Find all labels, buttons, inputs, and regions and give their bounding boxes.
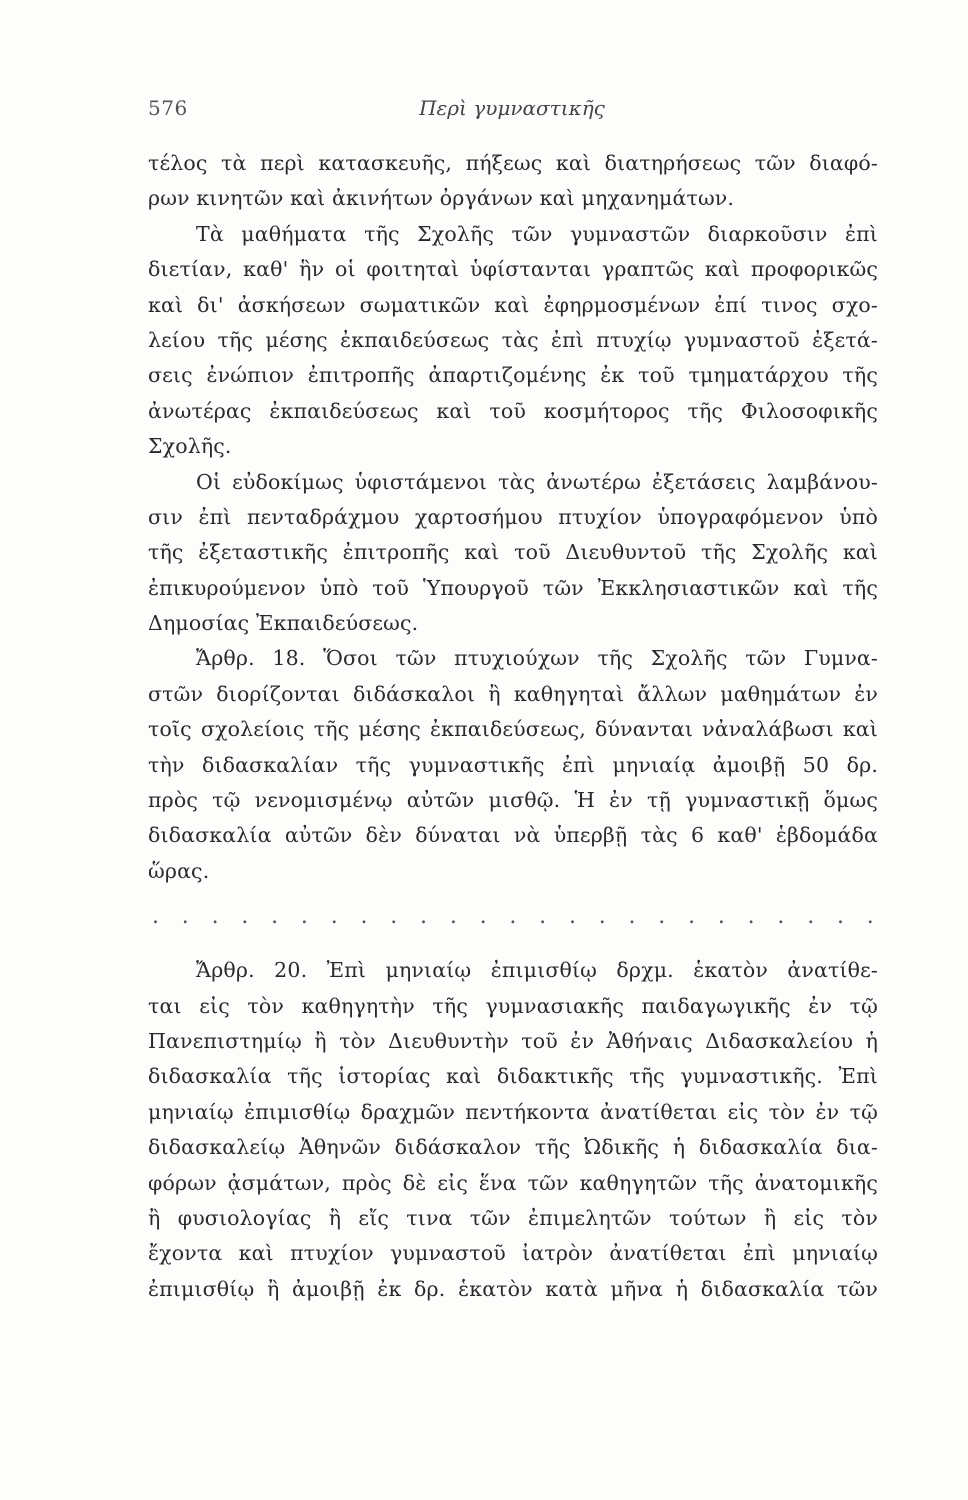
omission-dot: . <box>181 904 189 930</box>
omission-dot: . <box>836 904 844 930</box>
omission-dot: . <box>360 904 368 930</box>
omission-dot: . <box>330 904 338 930</box>
omission-dot: . <box>598 904 606 930</box>
page-header <box>148 96 876 126</box>
omission-dot: . <box>777 904 785 930</box>
text-line: καὶ δι' ἀσκήσεων σωματικῶν καὶ ἐφηρμοσμένων ἐπί τινος σχο- <box>148 292 878 317</box>
omission-dot: . <box>241 904 249 930</box>
text-line: ἐπικυρούμενον ὑπὸ τοῦ Ὑπουργοῦ τῶν Ἐκκλησιαστικῶν καὶ τῆς <box>148 575 878 600</box>
text-line: Δημοσίας Ἐκπαιδεύσεως. <box>148 611 419 636</box>
text-line: τοῖς σχολείοις τῆς μέσης ἐκπαιδεύσεως, δύνανται νἀναλάβωσι καὶ <box>148 717 878 742</box>
omission-dot: . <box>509 904 517 930</box>
page-number: 576 <box>148 96 188 120</box>
text-line: διετίαν, καθ' ἣν οἱ φοιτηταὶ ὑφίστανται γραπτῶς καὶ προφορικῶς <box>148 257 878 282</box>
omission-dot: . <box>628 904 636 930</box>
text-line: διδασκαλία αὐτῶν δὲν δύναται νὰ ὑπερβῇ τὰς 6 καθ' ἑβδομάδα <box>148 823 878 848</box>
omission-dot: . <box>271 904 279 930</box>
omission-dot: . <box>449 904 457 930</box>
text-line: ἔχοντα καὶ πτυχίον γυμναστοῦ ἰατρὸν ἀνατίθεται ἐπὶ μηνιαίῳ <box>148 1241 878 1266</box>
omission-dot: . <box>390 904 398 930</box>
omission-dot: . <box>688 904 696 930</box>
text-line: ἀνωτέρας ἐκπαιδεύσεως καὶ τοῦ κοσμήτορος τῆς Φιλοσοφικῆς <box>148 398 878 423</box>
text-line: τῆς ἐξεταστικῆς ἐπιτροπῆς καὶ τοῦ Διευθυντοῦ τῆς Σχολῆς καὶ <box>148 540 878 565</box>
text-line: Ἄρθρ. 20. Ἐπὶ μηνιαίῳ ἐπιμισθίῳ δρχμ. ἑκατὸν ἀνατίθε- <box>196 958 878 983</box>
text-line: διδασκαλείῳ Ἀθηνῶν διδάσκαλον τῆς Ὠδικῆς ἡ διδασκαλία δια- <box>148 1135 878 1160</box>
omission-dots <box>148 895 878 939</box>
text-line: τὴν διδασκαλίαν τῆς γυμναστικῆς ἐπὶ μηνιαίᾳ ἀμοιβῇ 50 δρ. <box>148 752 878 777</box>
text-line: ται εἰς τὸν καθηγητὴν τῆς γυμνασιακῆς παιδαγωγικῆς ἐν τῷ <box>148 993 878 1018</box>
omission-dot: . <box>211 904 219 930</box>
omission-dot: . <box>866 904 874 930</box>
text-line: λείου τῆς μέσης ἐκπαιδεύσεως τὰς ἐπὶ πτυχίῳ γυμναστοῦ ἐξετά- <box>148 327 878 352</box>
spacer <box>148 939 878 953</box>
omission-dot: . <box>152 904 159 930</box>
omission-dot: . <box>420 904 428 930</box>
text-line: ὥρας. <box>148 858 210 883</box>
omission-dot: . <box>479 904 487 930</box>
text-line: διδασκαλία τῆς ἱστορίας καὶ διδακτικῆς τῆς γυμναστικῆς. Ἐπὶ <box>148 1064 878 1089</box>
running-title: Περὶ γυμναστικῆς <box>419 96 605 120</box>
omission-dot: . <box>568 904 576 930</box>
text-line: μηνιαίῳ ἐπιμισθίῳ δραχμῶν πεντήκοντα ἀνατίθεται εἰς τὸν ἐν τῷ <box>148 1099 878 1124</box>
omission-dot: . <box>658 904 666 930</box>
omission-dot: . <box>539 904 547 930</box>
text-line: ρων κινητῶν καὶ ἀκινήτων ὀργάνων καὶ μηχανημάτων. <box>148 186 735 211</box>
text-line: πρὸς τῷ νενομισμένῳ αὐτῶν μισθῷ. Ἡ ἐν τῇ γυμναστικῇ ὅμως <box>148 788 878 813</box>
text-line: στῶν διορίζονται διδάσκαλοι ἢ καθηγηταὶ ἄλλων μαθημάτων ἐν <box>148 681 878 706</box>
omission-dot: . <box>300 904 308 930</box>
omission-dot: . <box>747 904 755 930</box>
text-line: Σχολῆς. <box>148 434 232 459</box>
text-line: σεις ἐνώπιον ἐπιτροπῆς ἀπαρτιζομένης ἐκ τοῦ τμηματάρχου τῆς <box>148 363 878 388</box>
text-line: ἢ φυσιολογίας ἢ εἴς τινα τῶν ἐπιμελητῶν τούτων ἢ εἰς τὸν <box>148 1205 878 1230</box>
text-line: Οἱ εὐδοκίμως ὑφιστάμενοι τὰς ἀνωτέρω ἐξετάσεις λαμβάνου- <box>196 469 878 494</box>
omission-dot: . <box>717 904 725 930</box>
text-line: φόρων ᾀσμάτων, πρὸς δὲ εἰς ἕνα τῶν καθηγητῶν τῆς ἀνατομικῆς <box>148 1170 878 1195</box>
text-line: Πανεπιστημίῳ ἢ τὸν Διευθυντὴν τοῦ ἐν Ἀθήναις Διδασκαλείου ἡ <box>148 1028 878 1053</box>
text-line: τέλος τὰ περὶ κατασκευῆς, πήξεως καὶ διατηρήσεως τῶν διαφό- <box>148 151 878 175</box>
text-line: ἐπιμισθίῳ ἢ ἀμοιβῇ ἐκ δρ. ἑκατὸν κατὰ μῆνα ἡ διδασκαλία τῶν <box>148 1276 878 1301</box>
text-line: Ἄρθρ. 18. Ὅσοι τῶν πτυχιούχων τῆς Σχολῆς τῶν Γυμνα- <box>196 646 878 671</box>
text-line: σιν ἐπὶ πενταδράχμου χαρτοσήμου πτυχίον ὑπογραφόμενον ὑπὸ <box>148 504 878 529</box>
text-line: Τὰ μαθήματα τῆς Σχολῆς τῶν γυμναστῶν διαρκοῦσιν ἐπὶ <box>196 221 878 246</box>
omission-dot: . <box>807 904 815 930</box>
body-text <box>148 146 878 1307</box>
